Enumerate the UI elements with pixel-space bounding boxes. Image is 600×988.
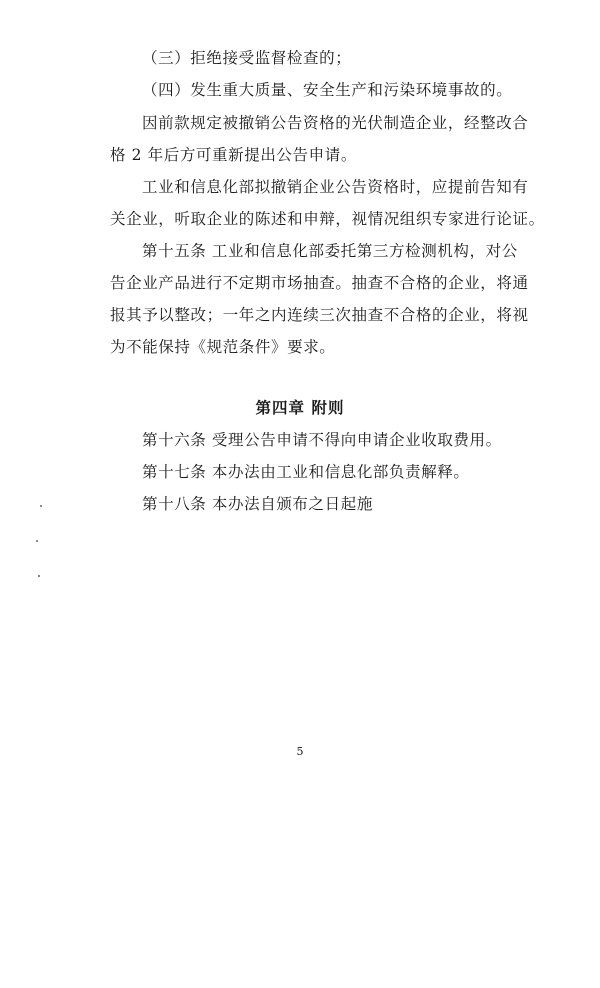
clause-4: （四）发生重大质量、安全生产和污染环境事故的。 bbox=[142, 81, 513, 99]
article-15-line-4: 为不能保持《规范条件》要求。 bbox=[110, 338, 336, 356]
page-number: 5 bbox=[296, 745, 304, 758]
clause-3: （三）拒绝接受监督检查的； bbox=[142, 49, 352, 67]
article-17: 第十七条 本办法由工业和信息化部负责解释。 bbox=[142, 463, 470, 481]
paragraph-notice-line-1: 工业和信息化部拟撤销企业公告资格时，应提前告知有 bbox=[142, 178, 529, 196]
article-15-line-2: 告企业产品进行不定期市场抽查。抽查不合格的企业，将通 bbox=[110, 274, 529, 292]
scan-speck bbox=[40, 505, 42, 507]
article-18: 第十八条 本办法自颁布之日起施 bbox=[142, 495, 373, 513]
paragraph-revocation-line-2: 格 2 年后方可重新提出公告申请。 bbox=[110, 146, 357, 164]
scan-speck bbox=[36, 540, 38, 542]
paragraph-revocation-line-1: 因前款规定被撤销公告资格的光伏制造企业，经整改合 bbox=[142, 114, 529, 132]
article-16: 第十六条 受理公告申请不得向申请企业收取费用。 bbox=[142, 431, 502, 449]
scan-speck bbox=[38, 575, 40, 577]
article-15-line-3: 报其予以整改；一年之内连续三次抽查不合格的企业，将视 bbox=[110, 306, 529, 324]
paragraph-notice-line-2: 关企业，听取企业的陈述和申辩，视情况组织专家进行论证。 bbox=[110, 210, 545, 228]
article-15-line-1: 第十五条 工业和信息化部委托第三方检测机构，对公 bbox=[142, 242, 518, 260]
chapter-heading: 第四章 附则 bbox=[255, 398, 345, 417]
